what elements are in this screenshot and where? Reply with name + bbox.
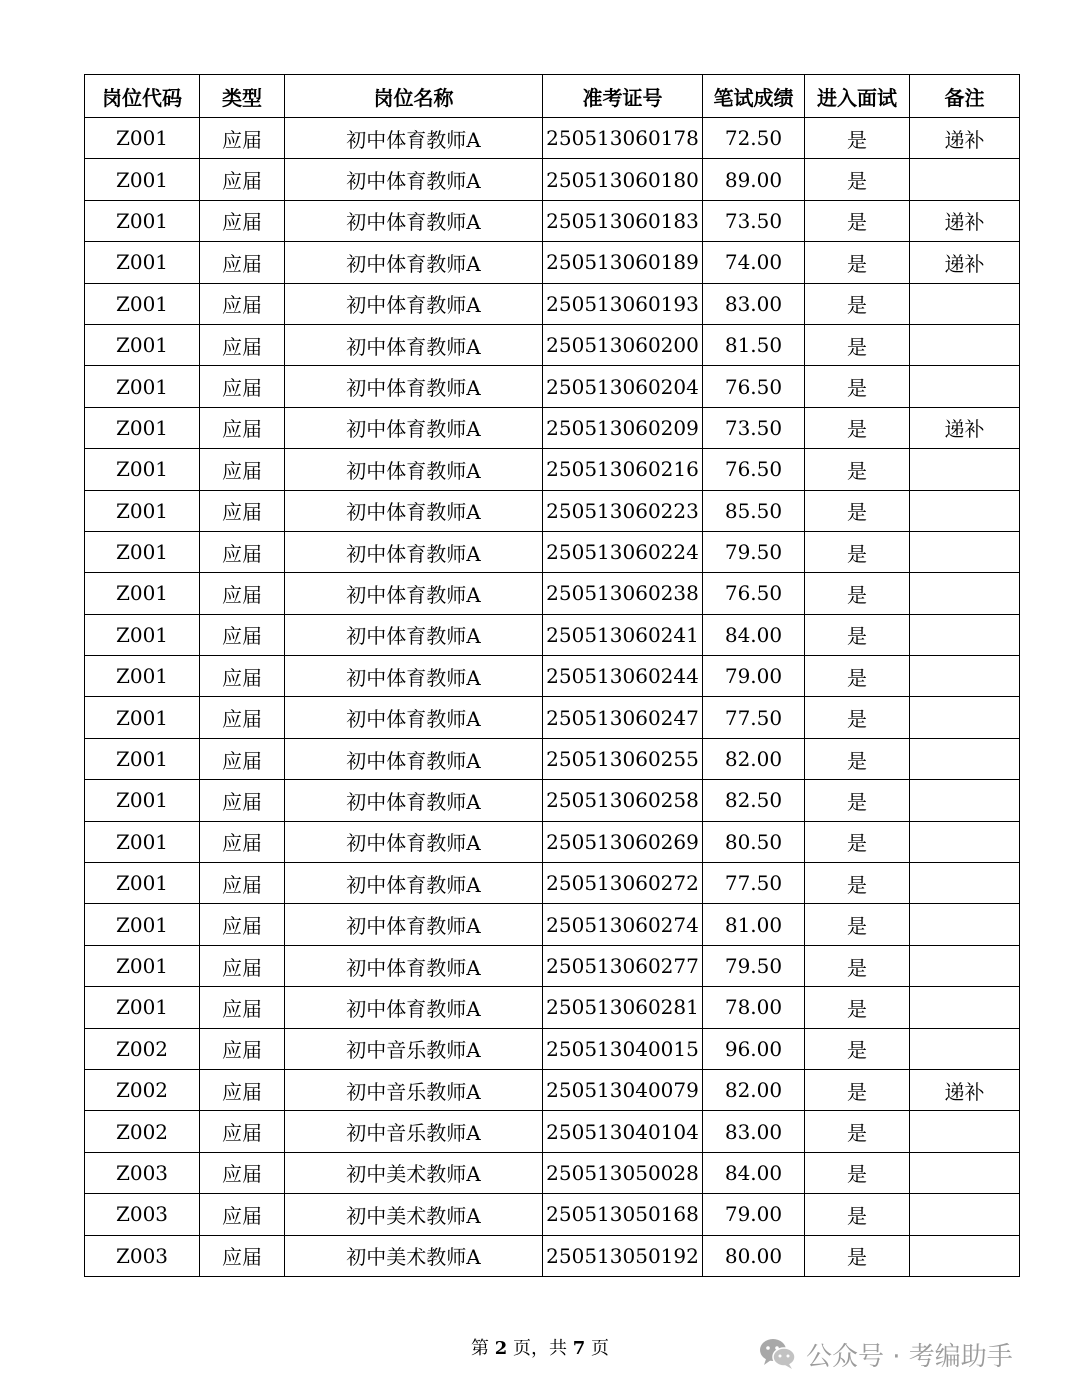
cell-type: 应届 xyxy=(200,1194,285,1235)
cell-type: 应届 xyxy=(200,1235,285,1276)
table-header-row xyxy=(85,75,1020,118)
cell-written-score: 72.50 xyxy=(703,118,805,159)
cell-admission-number: 250513060204 xyxy=(543,366,703,407)
cell-position-name: 初中体育教师A xyxy=(285,366,543,407)
cell-position-name: 初中体育教师A xyxy=(285,324,543,365)
cell-interview-qualified: 是 xyxy=(805,1235,910,1276)
cell-position-name: 初中体育教师A xyxy=(285,863,543,904)
cell-admission-number: 250513060223 xyxy=(543,490,703,531)
header-written-score: 笔试成绩 xyxy=(703,75,805,118)
cell-written-score: 82.50 xyxy=(703,780,805,821)
cell-type: 应届 xyxy=(200,118,285,159)
cell-admission-number: 250513060180 xyxy=(543,159,703,200)
cell-position-name: 初中体育教师A xyxy=(285,738,543,779)
cell-position-code: Z002 xyxy=(85,1028,200,1069)
cell-admission-number: 250513060281 xyxy=(543,987,703,1028)
cell-written-score: 79.50 xyxy=(703,945,805,986)
cell-written-score: 83.00 xyxy=(703,1111,805,1152)
cell-admission-number: 250513040104 xyxy=(543,1111,703,1152)
cell-position-code: Z001 xyxy=(85,821,200,862)
cell-position-code: Z001 xyxy=(85,159,200,200)
cell-type: 应届 xyxy=(200,863,285,904)
cell-type: 应届 xyxy=(200,697,285,738)
cell-position-code: Z001 xyxy=(85,490,200,531)
cell-position-code: Z001 xyxy=(85,283,200,324)
cell-position-name: 初中体育教师A xyxy=(285,407,543,448)
footer-middle: 页，共 xyxy=(513,1338,567,1359)
cell-position-code: Z002 xyxy=(85,1111,200,1152)
cell-written-score: 77.50 xyxy=(703,863,805,904)
cell-remarks xyxy=(910,573,1020,614)
cell-admission-number: 250513060244 xyxy=(543,656,703,697)
cell-interview-qualified: 是 xyxy=(805,159,910,200)
cell-remarks xyxy=(910,904,1020,945)
cell-remarks xyxy=(910,697,1020,738)
cell-type: 应届 xyxy=(200,738,285,779)
cell-remarks xyxy=(910,1111,1020,1152)
cell-position-name: 初中体育教师A xyxy=(285,945,543,986)
table-row xyxy=(85,821,1020,862)
cell-interview-qualified: 是 xyxy=(805,738,910,779)
cell-type: 应届 xyxy=(200,1111,285,1152)
cell-interview-qualified: 是 xyxy=(805,821,910,862)
cell-position-code: Z001 xyxy=(85,407,200,448)
cell-written-score: 81.00 xyxy=(703,904,805,945)
cell-admission-number: 250513060183 xyxy=(543,200,703,241)
cell-position-code: Z001 xyxy=(85,531,200,572)
table-row xyxy=(85,449,1020,490)
cell-interview-qualified: 是 xyxy=(805,242,910,283)
cell-written-score: 76.50 xyxy=(703,573,805,614)
cell-remarks xyxy=(910,531,1020,572)
cell-position-code: Z001 xyxy=(85,573,200,614)
cell-remarks xyxy=(910,324,1020,365)
cell-position-name: 初中体育教师A xyxy=(285,697,543,738)
cell-interview-qualified: 是 xyxy=(805,1194,910,1235)
cell-admission-number: 250513060238 xyxy=(543,573,703,614)
cell-interview-qualified: 是 xyxy=(805,118,910,159)
cell-admission-number: 250513060258 xyxy=(543,780,703,821)
cell-interview-qualified: 是 xyxy=(805,1152,910,1193)
table-row xyxy=(85,1111,1020,1152)
cell-remarks xyxy=(910,614,1020,655)
cell-written-score: 82.00 xyxy=(703,1069,805,1110)
cell-interview-qualified: 是 xyxy=(805,614,910,655)
table-row xyxy=(85,1152,1020,1193)
cell-type: 应届 xyxy=(200,490,285,531)
cell-interview-qualified: 是 xyxy=(805,1111,910,1152)
cell-type: 应届 xyxy=(200,821,285,862)
table-row xyxy=(85,987,1020,1028)
cell-interview-qualified: 是 xyxy=(805,945,910,986)
wechat-icon xyxy=(758,1336,798,1372)
cell-interview-qualified: 是 xyxy=(805,324,910,365)
cell-position-code: Z001 xyxy=(85,945,200,986)
cell-position-code: Z001 xyxy=(85,366,200,407)
cell-written-score: 77.50 xyxy=(703,697,805,738)
cell-type: 应届 xyxy=(200,573,285,614)
cell-position-name: 初中音乐教师A xyxy=(285,1111,543,1152)
cell-admission-number: 250513060200 xyxy=(543,324,703,365)
cell-type: 应届 xyxy=(200,945,285,986)
cell-admission-number: 250513060178 xyxy=(543,118,703,159)
table-row xyxy=(85,118,1020,159)
cell-written-score: 84.00 xyxy=(703,614,805,655)
cell-position-code: Z001 xyxy=(85,242,200,283)
cell-position-name: 初中音乐教师A xyxy=(285,1028,543,1069)
cell-type: 应届 xyxy=(200,780,285,821)
cell-remarks: 递补 xyxy=(910,242,1020,283)
cell-written-score: 79.00 xyxy=(703,656,805,697)
cell-position-code: Z003 xyxy=(85,1235,200,1276)
table-row xyxy=(85,324,1020,365)
cell-position-code: Z003 xyxy=(85,1152,200,1193)
cell-interview-qualified: 是 xyxy=(805,656,910,697)
cell-type: 应届 xyxy=(200,324,285,365)
table-row xyxy=(85,738,1020,779)
table-row xyxy=(85,863,1020,904)
cell-remarks xyxy=(910,490,1020,531)
cell-position-code: Z003 xyxy=(85,1194,200,1235)
cell-admission-number: 250513060209 xyxy=(543,407,703,448)
cell-written-score: 73.50 xyxy=(703,407,805,448)
table-row xyxy=(85,366,1020,407)
cell-remarks xyxy=(910,738,1020,779)
cell-position-code: Z001 xyxy=(85,449,200,490)
cell-written-score: 74.00 xyxy=(703,242,805,283)
cell-type: 应届 xyxy=(200,242,285,283)
header-position-code: 岗位代码 xyxy=(85,75,200,118)
cell-interview-qualified: 是 xyxy=(805,531,910,572)
table-row xyxy=(85,780,1020,821)
cell-admission-number: 250513050192 xyxy=(543,1235,703,1276)
cell-remarks: 递补 xyxy=(910,1069,1020,1110)
cell-remarks xyxy=(910,1152,1020,1193)
cell-position-name: 初中体育教师A xyxy=(285,449,543,490)
cell-remarks xyxy=(910,780,1020,821)
cell-position-name: 初中体育教师A xyxy=(285,614,543,655)
table-row xyxy=(85,407,1020,448)
cell-position-code: Z001 xyxy=(85,738,200,779)
cell-remarks xyxy=(910,1028,1020,1069)
cell-written-score: 89.00 xyxy=(703,159,805,200)
cell-admission-number: 250513060255 xyxy=(543,738,703,779)
footer-suffix: 页 xyxy=(591,1338,609,1359)
cell-position-name: 初中体育教师A xyxy=(285,242,543,283)
cell-type: 应届 xyxy=(200,1069,285,1110)
cell-type: 应届 xyxy=(200,614,285,655)
cell-remarks xyxy=(910,945,1020,986)
cell-written-score: 81.50 xyxy=(703,324,805,365)
table-row xyxy=(85,697,1020,738)
cell-admission-number: 250513050168 xyxy=(543,1194,703,1235)
cell-remarks xyxy=(910,1235,1020,1276)
cell-position-name: 初中体育教师A xyxy=(285,656,543,697)
cell-admission-number: 250513060272 xyxy=(543,863,703,904)
cell-position-name: 初中体育教师A xyxy=(285,780,543,821)
cell-remarks xyxy=(910,987,1020,1028)
cell-position-name: 初中音乐教师A xyxy=(285,1069,543,1110)
cell-type: 应届 xyxy=(200,407,285,448)
cell-position-code: Z001 xyxy=(85,200,200,241)
cell-type: 应届 xyxy=(200,283,285,324)
results-table xyxy=(84,74,1020,1277)
cell-position-name: 初中体育教师A xyxy=(285,490,543,531)
cell-admission-number: 250513060216 xyxy=(543,449,703,490)
watermark-text: 公众号 · 考编助手 xyxy=(806,1341,1013,1372)
cell-admission-number: 250513060189 xyxy=(543,242,703,283)
footer-prefix: 第 xyxy=(471,1338,489,1359)
cell-position-code: Z001 xyxy=(85,987,200,1028)
table-row xyxy=(85,283,1020,324)
cell-interview-qualified: 是 xyxy=(805,863,910,904)
cell-interview-qualified: 是 xyxy=(805,1028,910,1069)
cell-remarks xyxy=(910,449,1020,490)
cell-interview-qualified: 是 xyxy=(805,573,910,614)
cell-written-score: 82.00 xyxy=(703,738,805,779)
cell-remarks xyxy=(910,821,1020,862)
cell-remarks xyxy=(910,863,1020,904)
table-row xyxy=(85,200,1020,241)
cell-position-code: Z001 xyxy=(85,780,200,821)
header-interview-qualified: 进入面试 xyxy=(805,75,910,118)
cell-position-code: Z001 xyxy=(85,863,200,904)
cell-type: 应届 xyxy=(200,366,285,407)
cell-position-name: 初中体育教师A xyxy=(285,118,543,159)
cell-position-code: Z001 xyxy=(85,614,200,655)
table-row xyxy=(85,1235,1020,1276)
cell-interview-qualified: 是 xyxy=(805,283,910,324)
cell-position-code: Z001 xyxy=(85,656,200,697)
cell-admission-number: 250513060277 xyxy=(543,945,703,986)
cell-position-name: 初中体育教师A xyxy=(285,573,543,614)
cell-position-code: Z002 xyxy=(85,1069,200,1110)
table-row xyxy=(85,1194,1020,1235)
current-page-number: 2 xyxy=(494,1338,508,1359)
cell-admission-number: 250513060224 xyxy=(543,531,703,572)
cell-remarks xyxy=(910,283,1020,324)
cell-admission-number: 250513060241 xyxy=(543,614,703,655)
cell-written-score: 79.50 xyxy=(703,531,805,572)
cell-position-name: 初中体育教师A xyxy=(285,283,543,324)
cell-interview-qualified: 是 xyxy=(805,200,910,241)
cell-written-score: 80.50 xyxy=(703,821,805,862)
table-row xyxy=(85,656,1020,697)
cell-admission-number: 250513060269 xyxy=(543,821,703,862)
cell-written-score: 76.50 xyxy=(703,366,805,407)
cell-interview-qualified: 是 xyxy=(805,987,910,1028)
cell-interview-qualified: 是 xyxy=(805,407,910,448)
cell-written-score: 79.00 xyxy=(703,1194,805,1235)
cell-written-score: 83.00 xyxy=(703,283,805,324)
table-row xyxy=(85,904,1020,945)
cell-written-score: 76.50 xyxy=(703,449,805,490)
cell-interview-qualified: 是 xyxy=(805,780,910,821)
table-row xyxy=(85,1028,1020,1069)
cell-written-score: 96.00 xyxy=(703,1028,805,1069)
cell-type: 应届 xyxy=(200,531,285,572)
header-admission-number: 准考证号 xyxy=(543,75,703,118)
cell-position-code: Z001 xyxy=(85,697,200,738)
table-row xyxy=(85,1069,1020,1110)
cell-position-name: 初中体育教师A xyxy=(285,159,543,200)
cell-written-score: 73.50 xyxy=(703,200,805,241)
table-body xyxy=(85,118,1020,1277)
cell-position-name: 初中体育教师A xyxy=(285,200,543,241)
cell-remarks xyxy=(910,1194,1020,1235)
cell-written-score: 78.00 xyxy=(703,987,805,1028)
cell-remarks: 递补 xyxy=(910,200,1020,241)
cell-position-name: 初中美术教师A xyxy=(285,1194,543,1235)
cell-position-code: Z001 xyxy=(85,324,200,365)
cell-type: 应届 xyxy=(200,1152,285,1193)
cell-interview-qualified: 是 xyxy=(805,490,910,531)
cell-type: 应届 xyxy=(200,449,285,490)
cell-position-code: Z001 xyxy=(85,118,200,159)
table-row xyxy=(85,242,1020,283)
table-row xyxy=(85,945,1020,986)
cell-position-name: 初中美术教师A xyxy=(285,1152,543,1193)
cell-admission-number: 250513060274 xyxy=(543,904,703,945)
cell-position-name: 初中体育教师A xyxy=(285,531,543,572)
cell-admission-number: 250513060193 xyxy=(543,283,703,324)
cell-type: 应届 xyxy=(200,904,285,945)
cell-position-name: 初中体育教师A xyxy=(285,821,543,862)
cell-remarks xyxy=(910,159,1020,200)
header-remarks: 备注 xyxy=(910,75,1020,118)
cell-written-score: 85.50 xyxy=(703,490,805,531)
total-pages-number: 7 xyxy=(572,1338,586,1359)
table-row xyxy=(85,531,1020,572)
cell-admission-number: 250513040015 xyxy=(543,1028,703,1069)
cell-written-score: 80.00 xyxy=(703,1235,805,1276)
table-row xyxy=(85,614,1020,655)
watermark xyxy=(758,1334,1013,1374)
cell-admission-number: 250513050028 xyxy=(543,1152,703,1193)
cell-type: 应届 xyxy=(200,987,285,1028)
table-row xyxy=(85,490,1020,531)
cell-interview-qualified: 是 xyxy=(805,449,910,490)
cell-position-code: Z001 xyxy=(85,904,200,945)
cell-remarks: 递补 xyxy=(910,118,1020,159)
header-position-name: 岗位名称 xyxy=(285,75,543,118)
cell-written-score: 84.00 xyxy=(703,1152,805,1193)
cell-type: 应届 xyxy=(200,159,285,200)
cell-interview-qualified: 是 xyxy=(805,904,910,945)
table-row xyxy=(85,573,1020,614)
table-row xyxy=(85,159,1020,200)
cell-interview-qualified: 是 xyxy=(805,697,910,738)
cell-remarks: 递补 xyxy=(910,407,1020,448)
cell-type: 应届 xyxy=(200,1028,285,1069)
cell-interview-qualified: 是 xyxy=(805,1069,910,1110)
cell-admission-number: 250513040079 xyxy=(543,1069,703,1110)
cell-type: 应届 xyxy=(200,656,285,697)
cell-remarks xyxy=(910,656,1020,697)
cell-remarks xyxy=(910,366,1020,407)
cell-type: 应届 xyxy=(200,200,285,241)
cell-admission-number: 250513060247 xyxy=(543,697,703,738)
cell-interview-qualified: 是 xyxy=(805,366,910,407)
cell-position-name: 初中体育教师A xyxy=(285,904,543,945)
cell-position-name: 初中体育教师A xyxy=(285,987,543,1028)
header-type: 类型 xyxy=(200,75,285,118)
cell-position-name: 初中美术教师A xyxy=(285,1235,543,1276)
